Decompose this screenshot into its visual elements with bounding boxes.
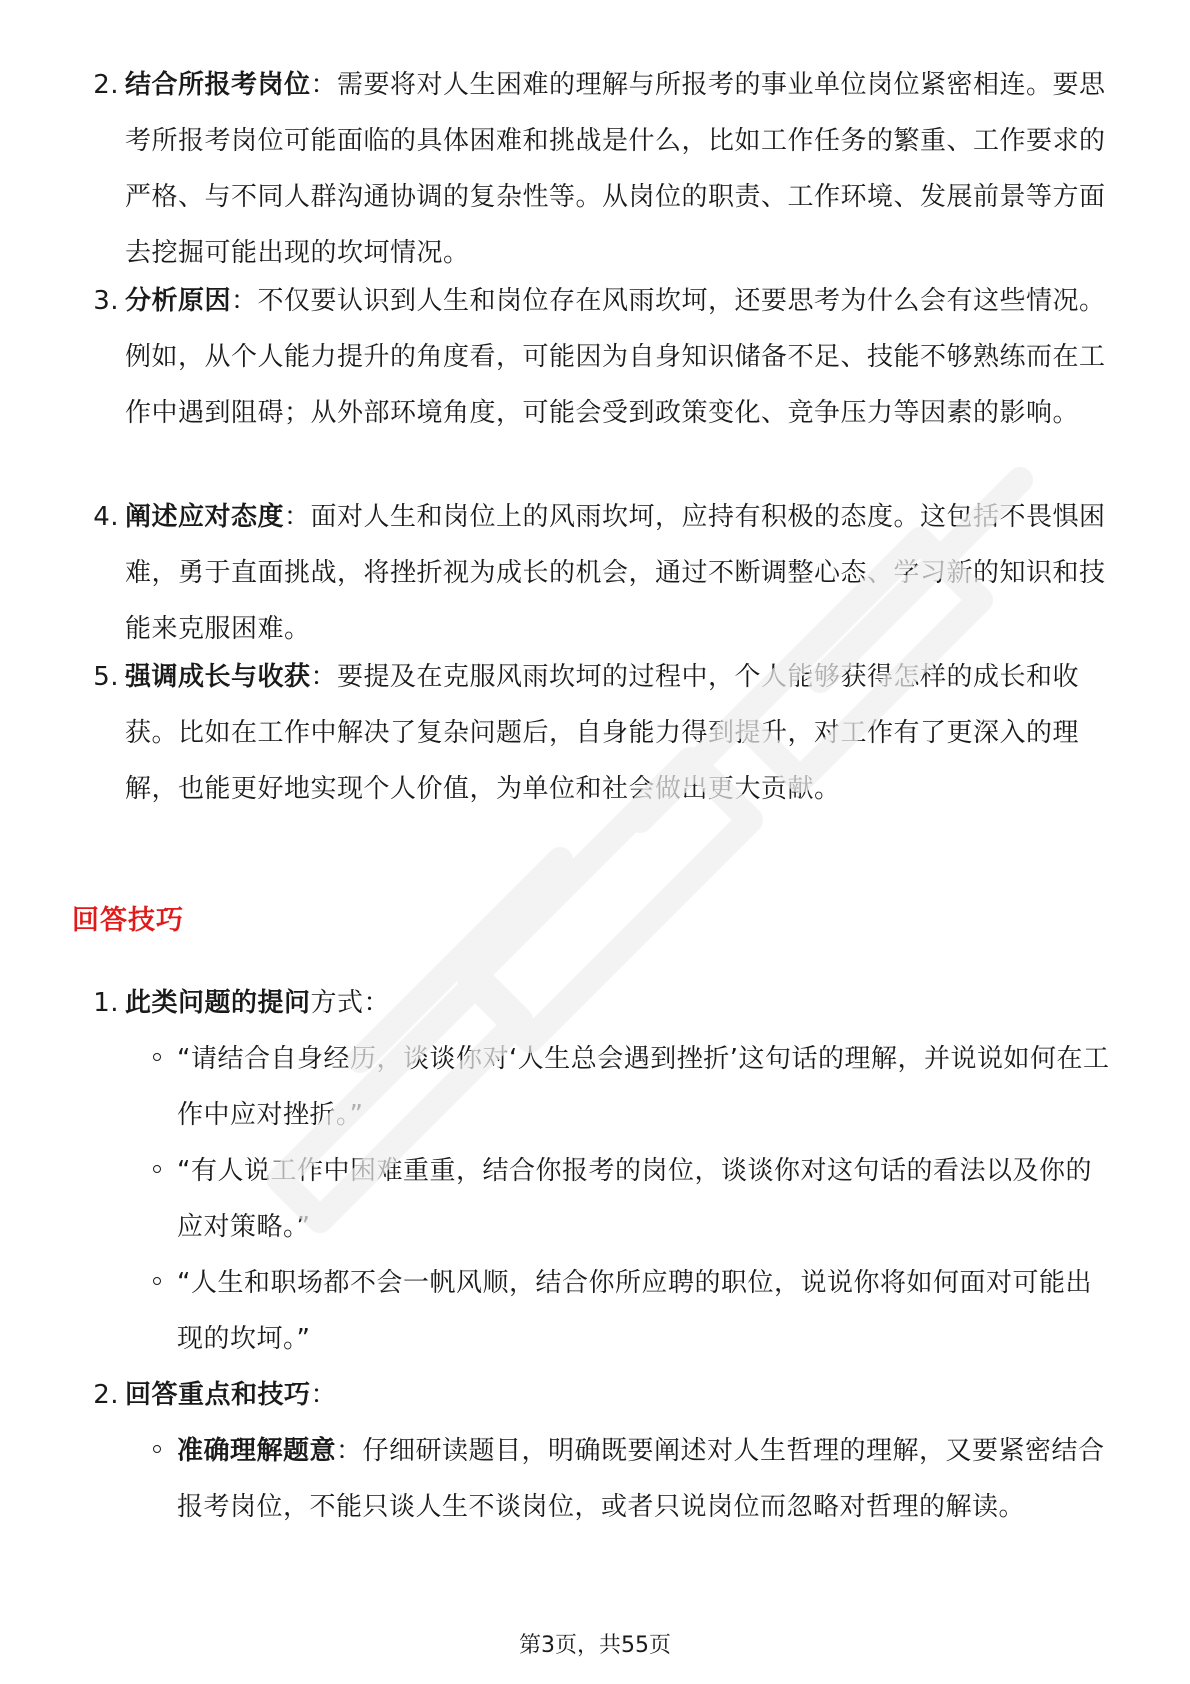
list-item-title: 分析原因 bbox=[125, 286, 232, 316]
list-item bbox=[93, 975, 1115, 1031]
bullet-icon bbox=[153, 1445, 161, 1453]
list-item bbox=[93, 57, 1115, 281]
list-item bbox=[93, 1367, 1115, 1423]
sub-list-item bbox=[177, 1031, 1115, 1143]
tip-text: ：仔细研读题目，明确既要阐述对人生哲理的理解，又要紧密结合报考岗位，不能只谈人生不谈岗位，或者只说岗位而忽略对哲理的解读。 bbox=[177, 1436, 1105, 1522]
bullet-icon bbox=[153, 1165, 161, 1173]
bullet-icon bbox=[153, 1053, 161, 1061]
question-text: “人生和职场都不会一帆风顺，结合你所应聘的职位，说说你将如何面对可能出现的坎坷。” bbox=[177, 1268, 1092, 1354]
list-number: 4. bbox=[93, 502, 119, 532]
list-item-text: ：面对人生和岗位上的风雨坎坷，应持有积极的态度。这包括不畏惧困难，勇于直面挑战，将挫折视为成长的机会，通过不断调整心态、学习新的知识和技能来克服困难。 bbox=[125, 502, 1106, 644]
question-text: “请结合自身经历，谈谈你对‘人生总会遇到挫折’这句话的理解，并说说如何在工作中应对挫折。” bbox=[177, 1044, 1110, 1130]
list-number: 2. bbox=[93, 70, 119, 100]
list-item bbox=[93, 273, 1115, 441]
sub-list-item bbox=[177, 1423, 1115, 1535]
bullet-icon bbox=[153, 1277, 161, 1285]
list-item-title: 回答重点和技巧 bbox=[125, 1380, 311, 1410]
sub-list-item bbox=[177, 1143, 1115, 1255]
list-item-title: 此类问题的提问 bbox=[125, 988, 311, 1018]
page-footer: 第3页，共55页 bbox=[519, 1633, 671, 1658]
list-item-title: 结合所报考岗位 bbox=[125, 70, 311, 100]
list-number: 5. bbox=[93, 662, 119, 692]
tip-title: 准确理解题意 bbox=[177, 1436, 337, 1466]
list-item-text: ：不仅要认识到人生和岗位存在风雨坎坷，还要思考为什么会有这些情况。例如，从个人能力提升的角度看，可能因为自身知识储备不足、技能不够熟练而在工作中遇到阻碍；从外部环境角度，可能会受到政策变化、竞争压力等因素的影响。 bbox=[125, 286, 1106, 428]
list-item bbox=[93, 489, 1115, 657]
sub-list-item bbox=[177, 1255, 1115, 1367]
question-text: “有人说工作中困难重重，结合你报考的岗位，谈谈你对这句话的看法以及你的应对策略。” bbox=[177, 1156, 1092, 1242]
section-title: 回答技巧 bbox=[72, 905, 184, 936]
list-item-title: 强调成长与收获 bbox=[125, 662, 311, 692]
list-item-text: ： bbox=[310, 1380, 338, 1410]
list-item-text: 方式： bbox=[310, 988, 391, 1018]
list-item-text: ：要提及在克服风雨坎坷的过程中，个人能够获得怎样的成长和收获。比如在工作中解决了复杂问题后，自身能力得到提升，对工作有了更深入的理解，也能更好地实现个人价值，为单位和社会做出更大贡献。 bbox=[125, 662, 1080, 804]
list-item-title: 阐述应对态度 bbox=[125, 502, 285, 532]
list-number: 3. bbox=[93, 286, 119, 316]
list-number: 1. bbox=[93, 988, 119, 1018]
list-number: 2. bbox=[93, 1380, 119, 1410]
list-item bbox=[93, 649, 1115, 817]
list-item-text: ：需要将对人生困难的理解与所报考的事业单位岗位紧密相连。要思考所报考岗位可能面临的具体困难和挑战是什么，比如工作任务的繁重、工作要求的严格、与不同人群沟通协调的复杂性等。从岗位的职责、工作环境、发展前景等方面去挖掘可能出现的坎坷情况。 bbox=[125, 70, 1106, 268]
